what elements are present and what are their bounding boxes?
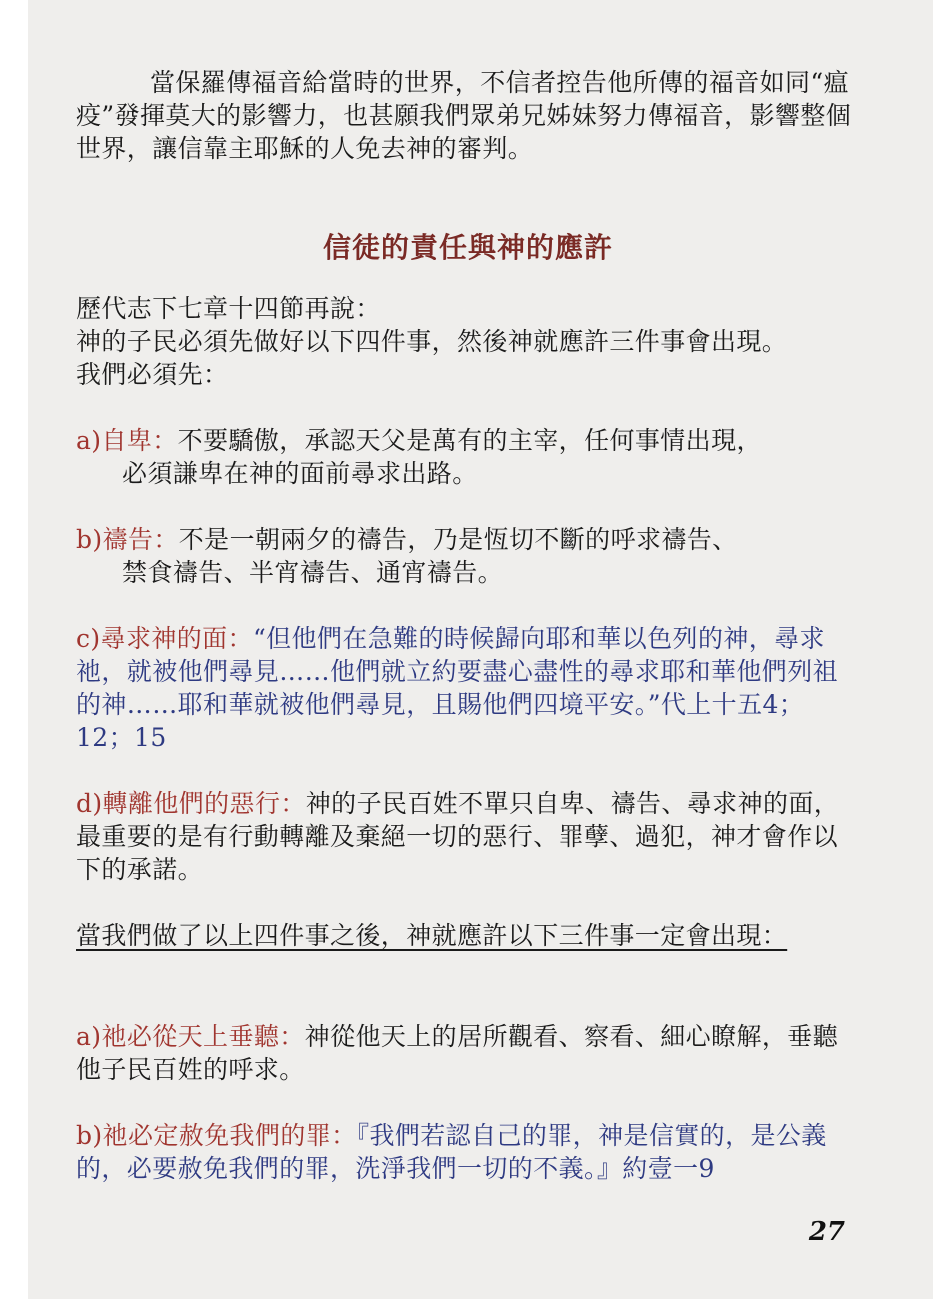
lead-line-1: 歷代志下七章十四節再說： (76, 294, 381, 323)
duty-b (76, 523, 860, 589)
promise-b-quote: 『我們若認自己的罪，神是信實的，是公義的，必要赦免我們的罪，洗淨我們一切的不義。』約壹一9 (76, 1121, 827, 1183)
promise-a-text: 神從他天上的居所觀看、察看、細心瞭解，垂聽他子民百姓的呼求。 (76, 1022, 839, 1084)
duty-b-text-cont: 禁食禱告、半宵禱告、通宵禱告。 (122, 558, 504, 587)
promise-b (76, 1119, 860, 1185)
page-number: 27 (808, 1217, 845, 1247)
lead-line-2: 神的子民必須先做好以下四件事，然後神就應許三件事會出現。 (76, 327, 788, 356)
duty-a-text-cont: 必須謙卑在神的面前尋求出路。 (122, 459, 478, 488)
duty-a-text: 不要驕傲，承認天父是萬有的主宰，任何事情出現， (177, 426, 762, 455)
duty-a (76, 424, 860, 490)
content (76, 66, 860, 1185)
duty-c (76, 622, 860, 754)
duty-a-label: a)自卑： (76, 426, 178, 455)
transition-line: 當我們做了以上四件事之後，神就應許以下三件事一定會出現： (76, 921, 788, 950)
duty-c-label: c)尋求神的面： (76, 624, 253, 653)
duty-c-quote: “但他們在急難的時候歸向耶和華以色列的神，尋求祂，就被他們尋見……他們就立約要盡心盡性的尋求耶和華他們列祖的神……耶和華就被他們尋見，且賜他們四境平安。”代上十五4；12；15 (76, 624, 839, 752)
duty-b-text: 不是一朝兩夕的禱告，乃是恆切不斷的呼求禱告、 (178, 525, 738, 554)
promise-a (76, 1020, 860, 1086)
duty-d (76, 787, 860, 886)
duty-d-text: 神的子民百姓不單只自卑、禱告、尋求神的面，最重要的是有行動轉離及棄絕一切的惡行、罪孽、過犯，神才會作以下的承諾。 (76, 789, 840, 884)
intro-paragraph: 當保羅傳福音給當時的世界，不信者控告他所傳的福音如同“瘟疫”發揮莫大的影響力，也甚願我們眾弟兄姊妹努力傳福音，影響整個世界，讓信靠主耶穌的人免去神的審判。 (76, 68, 852, 163)
promise-a-label: a)祂必從天上垂聽： (76, 1022, 305, 1051)
promise-b-label: b)祂必定赦免我們的罪： (76, 1121, 357, 1150)
duty-b-label: b)禱告： (76, 525, 179, 554)
lead-line-3: 我們必須先： (76, 360, 229, 389)
section-heading: 信徒的責任與神的應許 (322, 231, 613, 264)
duty-d-label: d)轉離他們的惡行： (76, 789, 306, 818)
